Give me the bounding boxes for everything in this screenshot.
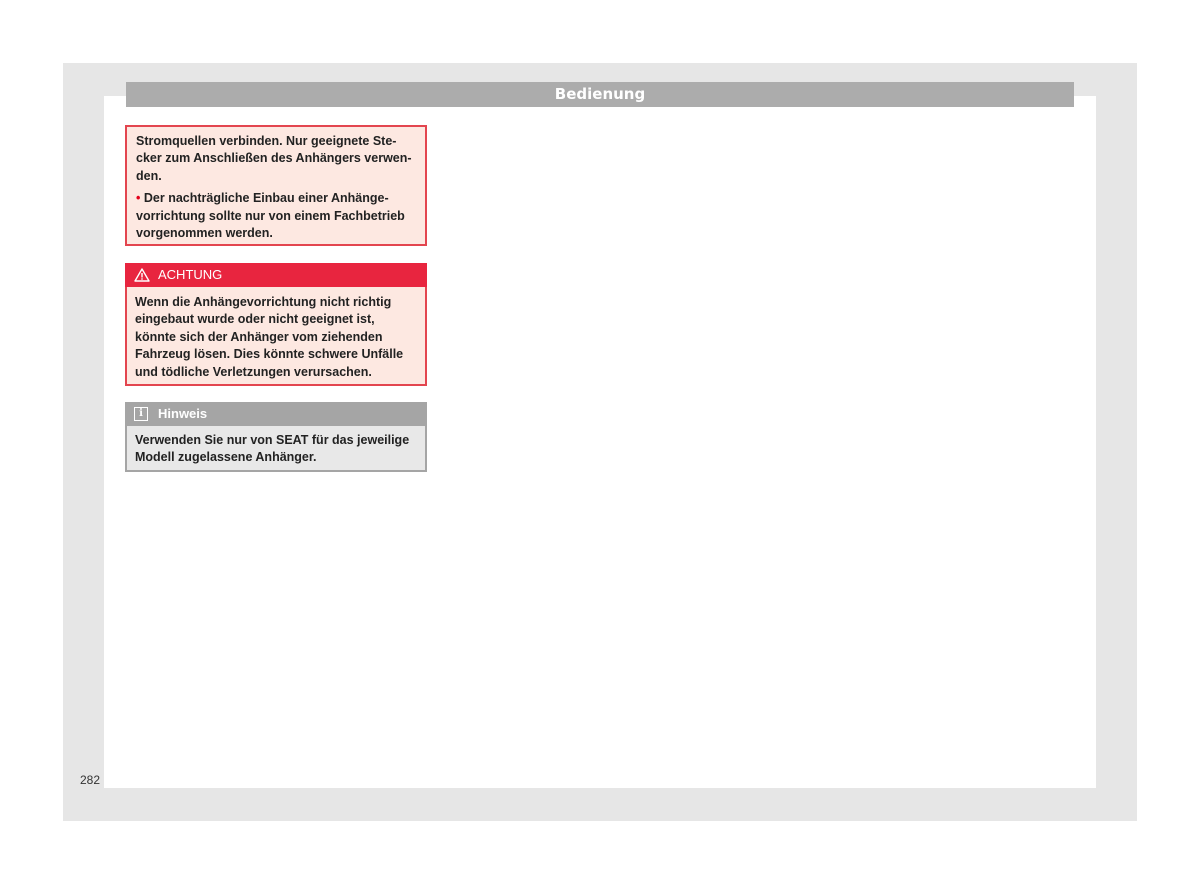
achtung-box	[125, 263, 427, 386]
warning-bullet-item	[136, 190, 417, 242]
hinweis-text: Verwenden Sie nur von SEAT für das jeweilige Modell zugelassene Anhänger.	[135, 433, 410, 465]
section-header: Bedienung	[126, 82, 1074, 107]
achtung-header	[125, 263, 427, 287]
achtung-text: Wenn die Anhängevorrichtung nicht richtig eingebaut wurde oder nicht geeignet ist, könnte sich der Anhänger vom ziehenden Fahrzeug lösen. Dies könnte schwere Unfälle und tödliche Verletzungen verursachen.	[135, 295, 404, 379]
hinweis-label: Hinweis	[158, 406, 208, 421]
hinweis-box	[125, 402, 427, 472]
page-number: 282	[80, 773, 101, 787]
warning-continuation-paragraph: Stromquellen verbinden. Nur geeignete Ste-cker zum Anschließen des Anhängers verwen-den.	[136, 134, 412, 183]
warning-bullet-text: Der nachträgliche Einbau einer Anhänge-vorrichtung sollte nur von einem Fachbetrieb vorgenommen werden.	[136, 191, 405, 241]
achtung-label: ACHTUNG	[158, 267, 223, 282]
info-icon: i	[134, 407, 148, 421]
hinweis-header	[125, 402, 427, 426]
warning-continuation-text	[136, 133, 417, 185]
warning-continuation-box	[125, 125, 427, 246]
warning-triangle-icon	[134, 268, 150, 282]
bullet-marker: •	[136, 191, 141, 206]
